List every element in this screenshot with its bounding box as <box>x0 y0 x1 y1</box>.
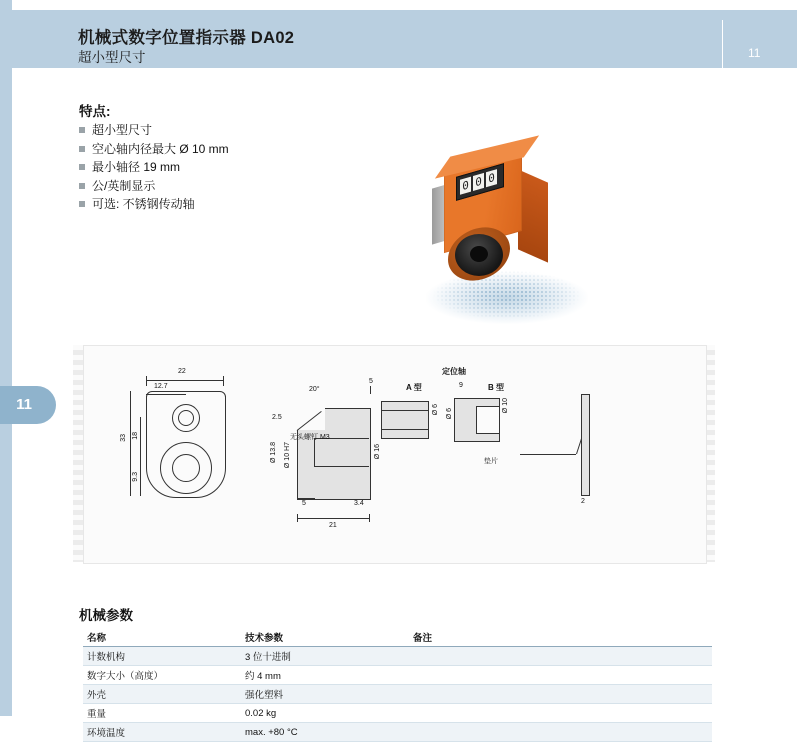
table-row <box>83 685 712 704</box>
front-view-large-bore-inner <box>172 454 200 482</box>
table-row <box>83 704 712 723</box>
features-title: 特点: <box>79 104 111 119</box>
table-header-row <box>83 628 712 647</box>
mechanical-parameters-table <box>83 628 712 742</box>
dim-line-21 <box>297 518 369 519</box>
dim-label-13-8: Ø 13.8 <box>270 442 277 464</box>
cell-spec: 3 位十进制 <box>241 647 409 666</box>
dim-label-20deg: 20° <box>309 386 320 393</box>
counter-digit: 0 <box>460 177 471 195</box>
cell-remark <box>409 666 712 685</box>
label-type-b: B 型 <box>488 383 504 392</box>
cell-remark <box>409 685 712 704</box>
cell-remark <box>409 647 712 666</box>
dim-line-22 <box>146 380 224 381</box>
washer-side-view <box>581 394 590 496</box>
dim-label-22: 22 <box>178 368 186 375</box>
header-divider <box>722 20 723 78</box>
square-bullet-icon <box>79 183 85 189</box>
column-header-name: 名称 <box>83 628 241 647</box>
photo-dither-texture <box>432 270 582 320</box>
label-type-a: A 型 <box>406 383 422 392</box>
dim-line-9-3 <box>140 467 141 496</box>
dim-label-18: 18 <box>132 432 139 440</box>
label-washer: 垫片 <box>484 458 498 465</box>
square-bullet-icon <box>79 127 85 133</box>
column-header-remark: 备注 <box>409 628 712 647</box>
housing-side <box>518 169 548 262</box>
cell-spec: 0.02 kg <box>241 704 409 723</box>
dim-label-5b: 5 <box>302 500 306 507</box>
cell-spec: max. +80 °C <box>241 723 409 742</box>
square-bullet-icon <box>79 146 85 152</box>
dim-label-16: Ø 16 <box>374 444 381 460</box>
feature-text: 可选: 不锈钢传动轴 <box>92 197 195 211</box>
list-item <box>79 122 409 138</box>
square-bullet-icon <box>79 201 85 207</box>
type-a-shaft-core <box>381 410 429 430</box>
dim-line-33 <box>130 391 131 496</box>
dim-label-3-4: 3.4 <box>354 500 364 507</box>
page-left-edge <box>0 0 12 716</box>
cell-name: 重量 <box>83 704 241 723</box>
cell-remark <box>409 704 712 723</box>
cell-name: 外壳 <box>83 685 241 704</box>
dim-tick <box>223 376 224 386</box>
page-subtitle: 超小型尺寸 <box>78 50 146 65</box>
cell-name: 数字大小（高度） <box>83 666 241 685</box>
table-row <box>83 647 712 666</box>
dim-label-2: 2 <box>581 498 585 505</box>
cell-name: 环境温度 <box>83 723 241 742</box>
features-list <box>79 122 409 215</box>
dim-line-12-7 <box>146 394 186 395</box>
leader-line-washer <box>520 454 576 455</box>
dim-label-21: 21 <box>329 522 337 529</box>
page-title: 机械式数字位置指示器 DA02 <box>78 29 295 47</box>
front-view-small-bore-inner <box>178 410 194 426</box>
header-text-block <box>78 28 294 67</box>
dim-tick <box>370 386 371 394</box>
side-page-tab <box>0 386 56 424</box>
page-header <box>0 10 797 68</box>
dim-label-9: 9 <box>459 382 463 389</box>
dim-label-10: Ø 10 <box>502 398 509 414</box>
dim-label-12-7: 12.7 <box>154 383 168 390</box>
type-b-knurl <box>476 406 500 434</box>
table-row <box>83 723 712 742</box>
label-positioning-shaft: 定位轴 <box>442 367 466 376</box>
dim-label-grub-screw: 无头螺钉 M3 <box>290 434 330 441</box>
dim-tick <box>369 514 370 522</box>
list-item <box>79 141 409 157</box>
dim-line-5b <box>297 498 315 499</box>
dim-label-2-5: 2.5 <box>272 414 282 421</box>
dim-label-5a: 5 <box>369 378 373 385</box>
feature-text: 超小型尺寸 <box>92 123 153 137</box>
dim-label-33: 33 <box>120 434 127 442</box>
cell-remark <box>409 723 712 742</box>
section-hidden-line <box>314 466 369 467</box>
hollow-shaft-bore <box>470 246 488 262</box>
dim-label-6-alt: Ø 6 <box>446 408 453 420</box>
cell-spec: 约 4 mm <box>241 666 409 685</box>
list-item <box>79 159 409 175</box>
table-row <box>83 666 712 685</box>
dim-label-9-3: 9.3 <box>132 472 139 482</box>
counter-digit: 0 <box>486 169 497 187</box>
cell-spec: 强化塑料 <box>241 685 409 704</box>
feature-text: 最小轴径 19 mm <box>92 160 181 174</box>
dim-tick <box>146 376 147 386</box>
square-bullet-icon <box>79 164 85 170</box>
counter-digit: 0 <box>473 173 484 191</box>
feature-text: 空心轴内径最大 Ø 10 mm <box>92 141 229 156</box>
dimension-drawing <box>83 345 707 564</box>
side-page-number: 11 <box>16 396 32 413</box>
dim-label-6: Ø 6 <box>432 404 439 416</box>
section-hidden-line <box>314 438 315 466</box>
dim-label-10h7: Ø 10 H7 <box>284 442 291 469</box>
cell-name: 计数机构 <box>83 647 241 666</box>
section-title-mechanical-params: 机械参数 <box>79 608 133 623</box>
drawing-left-torn-edge <box>73 345 83 562</box>
product-photo <box>392 150 622 340</box>
dim-line-18 <box>140 417 141 467</box>
feature-text: 公/英制显示 <box>92 178 156 193</box>
list-item <box>79 178 409 194</box>
header-page-number: 11 <box>748 46 761 60</box>
list-item <box>79 196 409 212</box>
column-header-spec: 技术参数 <box>241 628 409 647</box>
